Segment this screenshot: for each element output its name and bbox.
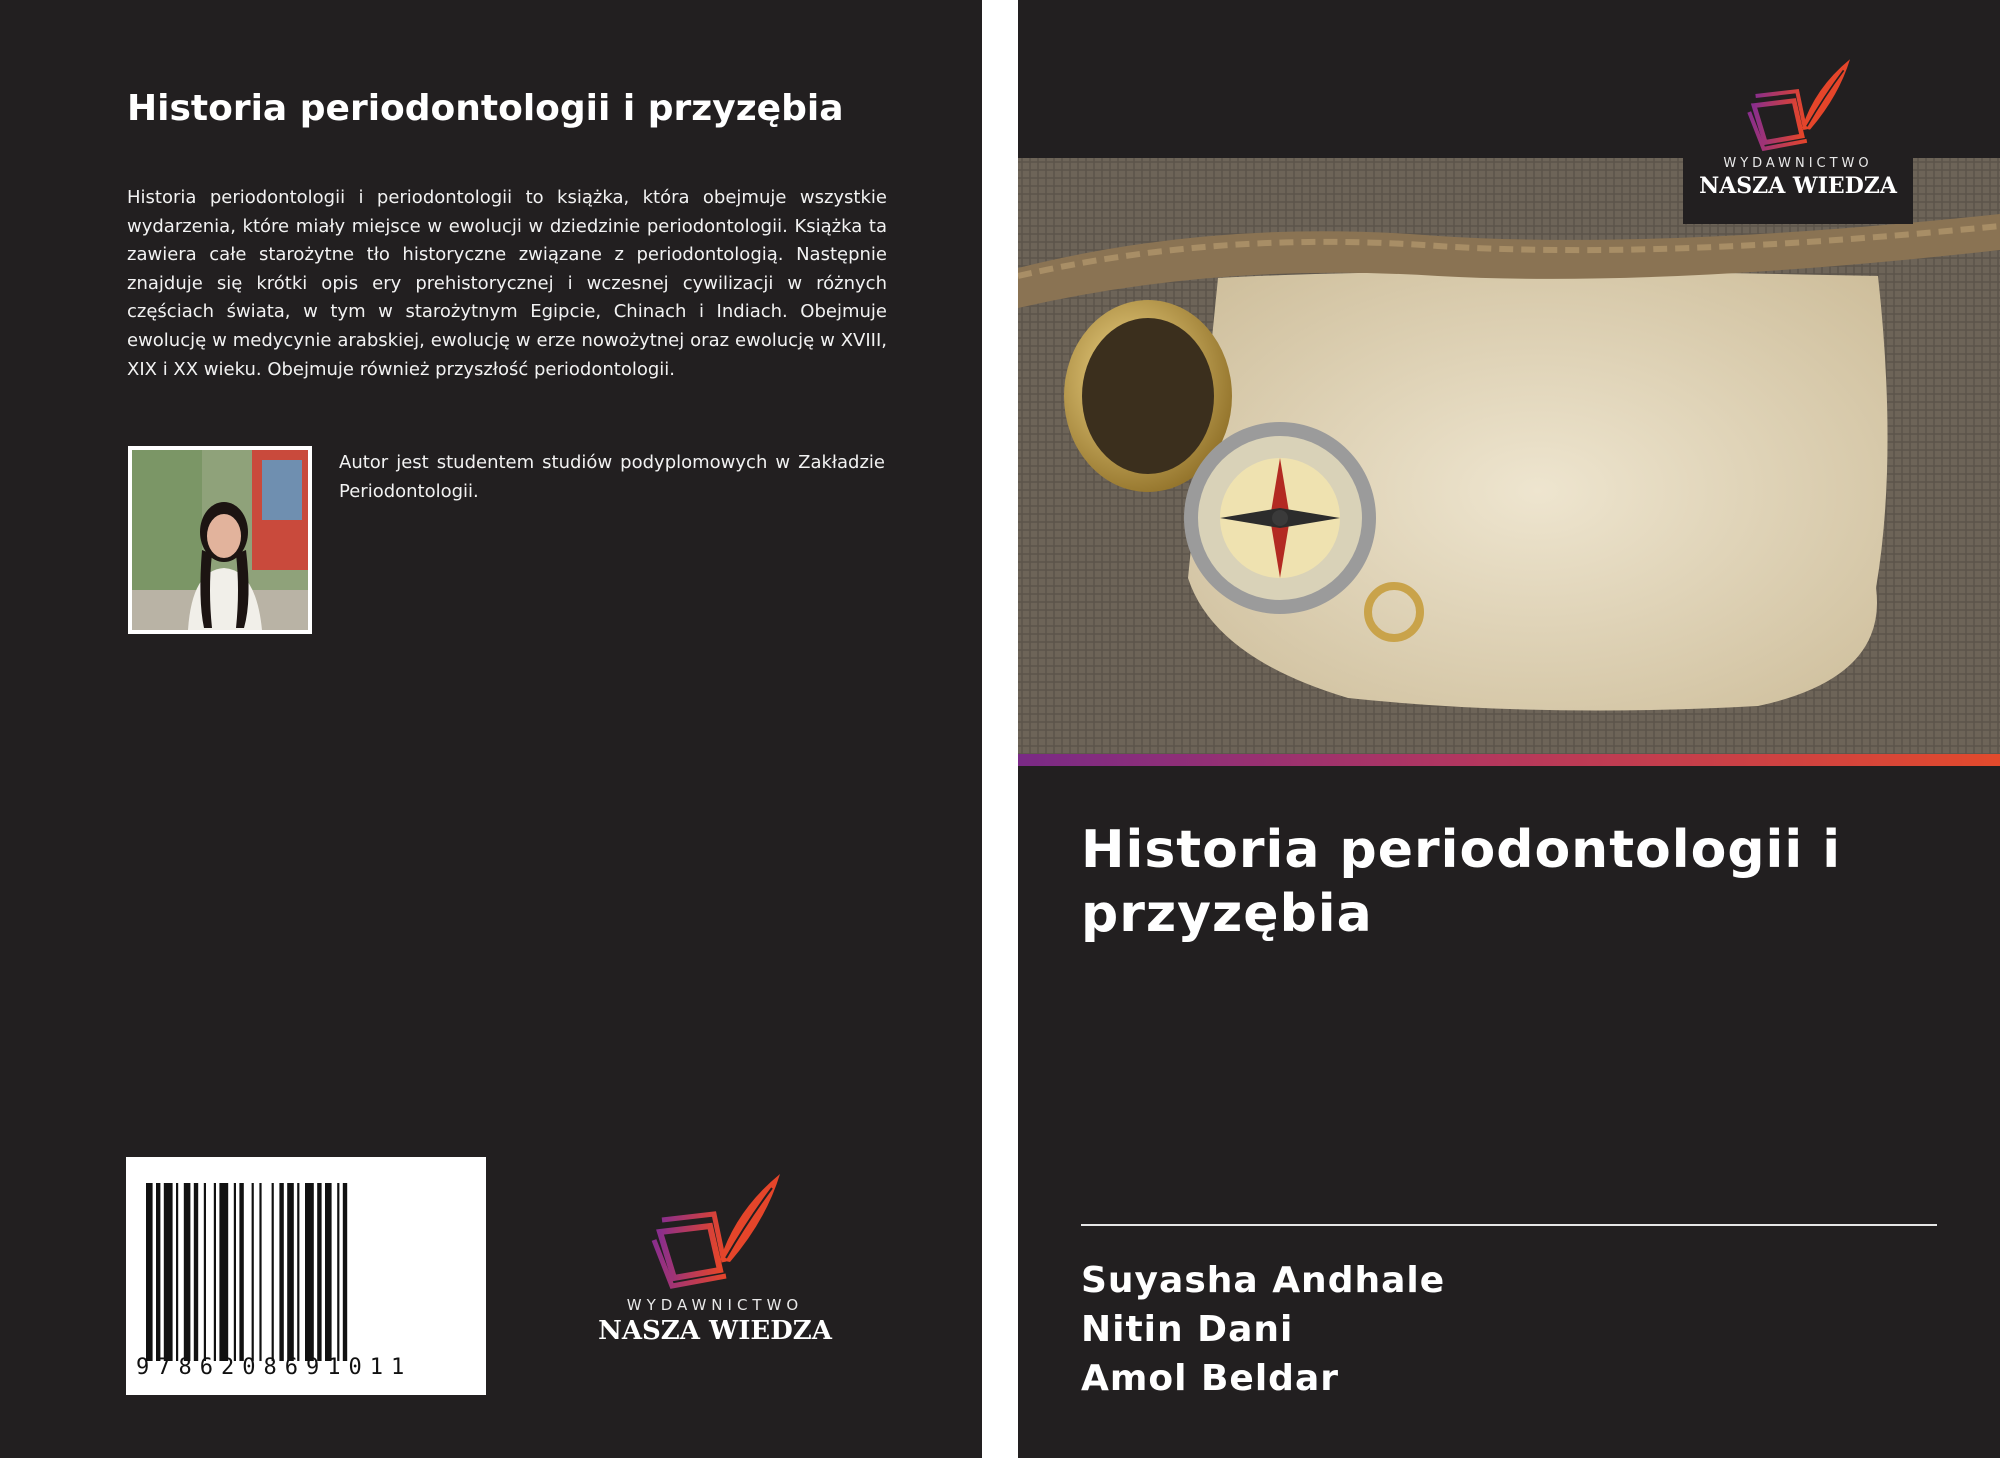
publisher-label: WYDAWNICTWO [1723,156,1873,171]
isbn-barcode [126,1157,486,1395]
back-cover-title: Historia periodontologii i przyzębia [127,88,844,129]
author-name: Amol Beldar [1081,1358,1339,1399]
back-cover [0,0,982,1458]
publisher-name: NASZA WIEDZA [1699,173,1897,199]
title-divider [1081,1224,1937,1226]
publisher-label: WYDAWNICTWO [626,1296,804,1314]
book-quill-icon [1738,56,1858,152]
isbn-digits: 9786208691011 [136,1355,413,1380]
author-photo [128,446,312,634]
author-bio: Autor jest studentem studiów podyplomowych w Zakładzie Periodontologii. [339,452,885,502]
author-name: Suyasha Andhale [1081,1260,1446,1301]
accent-bar [1018,754,2000,766]
compass-map-image [1018,158,2000,754]
barcode-bars [144,1183,468,1361]
book-quill-icon [640,1170,790,1290]
author-name: Nitin Dani [1081,1309,1294,1350]
cover-illustration [1018,158,2000,754]
author-portrait-image [132,450,308,630]
publisher-name: NASZA WIEDZA [598,1316,832,1346]
front-cover-title: Historia periodontologii i przyzębia [1081,820,1842,944]
back-cover-description: Historia periodontologii i periodontologii to książka, która obejmuje wszystkie wydarzenia, które miały miejsce w ewolucji w dziedzinie periodontologii. Książka ta zawiera całe starożytne tło historyczne związane z periodontologią. Następnie znajduje się krótki opis ery prehistorycznej i wczesnej cywilizacji w różnych częściach świata, w tym w starożytnym Egipcie, Chinach i Indiach. Obejmuje ewolucję w medycynie arabskiej, ewolucję w erze nowożytnej oraz ewolucję w XVIII, XIX i XX wieku. Obejmuje również przyszłość periodontologii. [127,187,887,380]
front-cover [1018,0,2000,1458]
author-list [1081,1256,1941,1403]
publisher-logo-back [580,1170,850,1346]
publisher-logo-front [1683,48,1913,224]
